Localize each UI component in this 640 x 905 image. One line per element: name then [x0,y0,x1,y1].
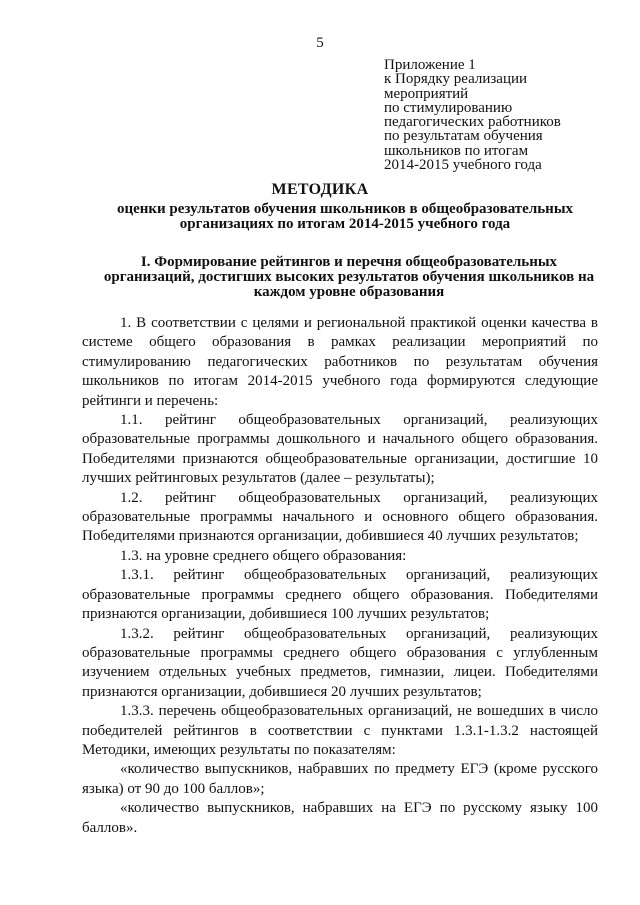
appendix-line: школьников по итогам [384,142,529,159]
paragraph: 1.3.3. перечень общеобразовательных организаций, не вошедших в число победителей рейтингов в соответствии с пунктами 1.3.1-1.3.2 настоящей Методики, имеющих результаты по показателям: [82,703,598,758]
paragraph: 1.1. рейтинг общеобразовательных организаций, реализующих образовательные программы дошкольного и начального общего образования. Победителями признаются общеобразовательные организации, достигшие 10 лучших рейтинговых результатов (далее – результаты); [82,412,598,487]
document-body [82,314,598,838]
paragraph: 1.3.2. рейтинг общеобразовательных организаций, реализующих образовательные программы среднего общего образования с углубленным изучением отдельных учебных предметов, гимназии, лицеи. Победителями признаются организации, добившиеся 20 лучших результатов; [82,625,598,700]
document-title: МЕТОДИКА [271,181,369,198]
document-subtitle: оценки результатов обучения школьников в общеобразовательных организациях по итогам 2014-2015 учебного года [116,201,574,232]
appendix-line: 2014-2015 учебного года [384,157,542,174]
paragraph: «количество выпускников, набравших на ЕГЭ по русскому языку 100 баллов». [82,800,598,836]
appendix-line: по стимулированию [384,99,513,116]
section-heading: I. Формирование рейтингов и перечня общеобразовательных организаций, достигших высоких результатов обучения школьников на каждом уровне образования [103,254,595,300]
appendix-line: по результатам обучения [384,128,543,145]
appendix-line: педагогических работников [384,114,561,131]
paragraph: «количество выпускников, набравших по предмету ЕГЭ (кроме русского языка) от 90 до 100 баллов»; [82,761,598,797]
appendix-line: к Порядку реализации [384,71,528,88]
paragraph: 1.3.1. рейтинг общеобразовательных организаций, реализующих образовательные программы среднего общего образования. Победителями признаются организации, добившиеся 100 лучших результатов; [82,567,598,623]
appendix-header [384,58,614,172]
page-number: 5 [316,35,324,51]
appendix-line: Приложение 1 [384,57,476,73]
paragraph: 1. В соответствии с целями и региональной практикой оценки качества в системе общего образования в рамках реализации мероприятий по стимулированию педагогических работников по результатам обучения школьников по итогам 2014-2015 учебного года формируются следующие рейтинги и перечень: [82,315,598,409]
paragraph: 1.2. рейтинг общеобразовательных организаций, реализующих образовательные программы начального и основного общего образования. Победителями признаются организации, добившиеся 40 лучших результатов; [82,489,598,545]
appendix-line: мероприятий [384,85,469,102]
paragraph: 1.3. на уровне среднего общего образования: [120,547,407,564]
